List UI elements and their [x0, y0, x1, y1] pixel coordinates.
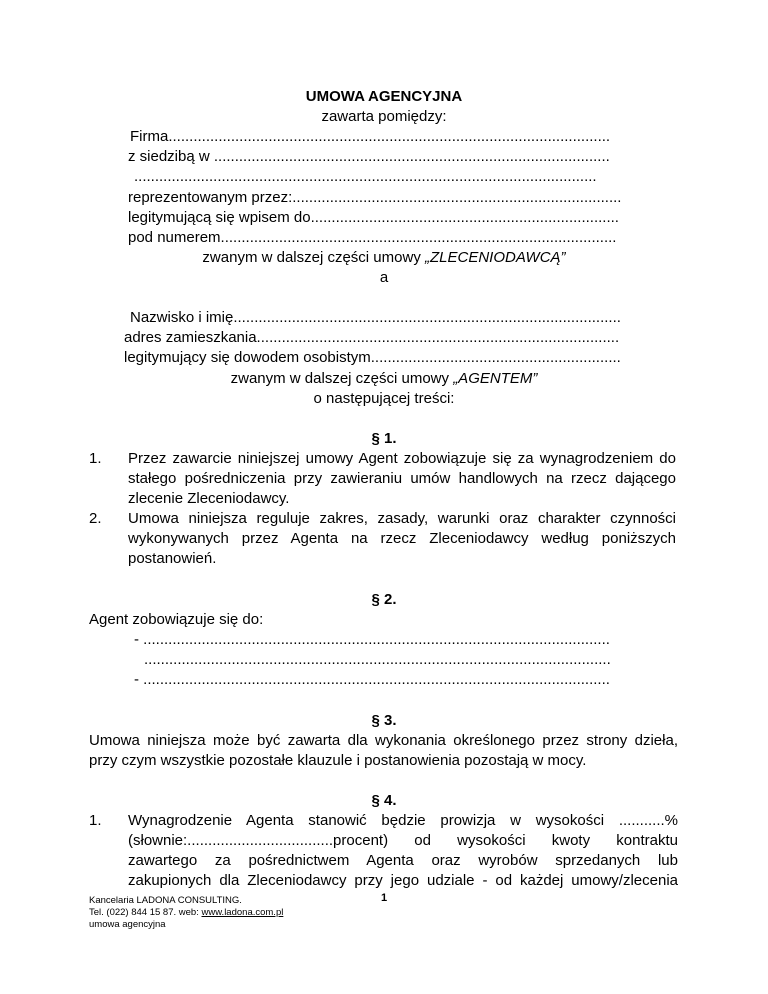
- s3-heading: § 3.: [371, 712, 397, 729]
- party2-zwanym-prefix: zwanym w dalszej części umowy: [230, 370, 454, 387]
- s2-item-2: - ................................................................................................................: [134, 671, 610, 688]
- party1-reprezentowany: reprezentowanym przez:...............................................................................: [128, 189, 622, 206]
- party1-siedziba: z siedzibą w ...............................................................................................: [128, 148, 610, 165]
- s1-p1-line: zlecenie Zleceniodawcy.: [128, 490, 290, 507]
- s1-p2-line: Umowa niniejsza reguluje zakres, zasady, warunki oraz charakter czynności: [128, 510, 676, 527]
- party1-dots: ...............................................................................................................: [134, 168, 597, 185]
- s1-p1-number: 1.: [89, 450, 102, 467]
- s2-item-1-cont: ................................................................................................................: [144, 651, 611, 668]
- s4-p1-line: Wynagrodzenie Agenta stanowić będzie prowizja w wysokości ...........%: [128, 812, 678, 829]
- document-subtitle: zawarta pomiędzy:: [321, 108, 447, 125]
- s3-line: przy czym wszystkie pozostałe klauzule i postanowienia pozostają w mocy.: [89, 752, 587, 769]
- s1-p1-line: Przez zawarcie niniejszej umowy Agent zobowiązuje się za wynagrodzeniem do: [128, 450, 676, 467]
- page-number: 1: [380, 892, 388, 904]
- s4-p1-line: (słownie:...................................procent) od wysokości kwoty kontraktu: [128, 832, 678, 849]
- footer-contact: [89, 907, 283, 919]
- s1-p2-line: wykonywanych przez Agenta na rzecz Zleceniodawcy według poniższych: [128, 530, 676, 547]
- s2-heading: § 2.: [371, 591, 397, 608]
- party2-zwanym-name: „AGENTEM”: [453, 370, 538, 387]
- party2-adres: adres zamieszkania.......................................................................................: [124, 329, 620, 346]
- s2-intro: Agent zobowiązuje się do:: [89, 611, 264, 628]
- conjunction-a: a: [379, 269, 389, 286]
- s4-p1-line: zawartego za pośrednictwem Agenta oraz wyrobów sprzedanych lub: [128, 852, 678, 869]
- party1-firma: Firma..........................................................................................................: [130, 128, 611, 145]
- party1-numer: pod numerem...............................................................................................: [128, 229, 617, 246]
- s1-heading: § 1.: [371, 430, 397, 447]
- party1-zwanym: [0, 248, 768, 268]
- party2-tresc: o następującej treści:: [313, 390, 455, 407]
- footer-doc-name: umowa agencyjna: [89, 919, 166, 930]
- footer-website-link[interactable]: www.ladona.com.pl: [201, 907, 284, 918]
- s3-line: Umowa niniejsza może być zawarta dla wykonania określonego przez strony dzieła,: [89, 732, 678, 749]
- party2-nazwisko: Nazwisko i imię.............................................................................................: [130, 309, 621, 326]
- party1-zwanym-prefix: zwanym w dalszej części umowy: [202, 249, 425, 266]
- document-title: UMOWA AGENCYJNA: [305, 88, 463, 105]
- footer-company: Kancelaria LADONA CONSULTING.: [89, 895, 242, 906]
- s4-p1-number: 1.: [89, 812, 102, 829]
- footer-phone: Tel. (022) 844 15 87. web:: [89, 907, 202, 918]
- s1-p1-line: stałego pośredniczenia przy zawieraniu umów handlowych na rzecz dającego: [128, 470, 676, 487]
- party1-zwanym-name: „ZLECENIODAWCĄ”: [424, 249, 566, 266]
- party2-dowod: legitymujący się dowodem osobistym............................................................: [124, 349, 621, 366]
- s1-p2-number: 2.: [89, 510, 102, 527]
- s4-heading: § 4.: [371, 792, 397, 809]
- party1-legitymujaca: legitymującą się wpisem do..........................................................................: [128, 209, 619, 226]
- s4-p1-line: zakupionych dla Zleceniodawcy przy jego udziale - od każdej umowy/zlecenia: [128, 872, 678, 889]
- s1-p2-line: postanowień.: [128, 550, 217, 567]
- s2-item-1: - ................................................................................................................: [134, 631, 610, 648]
- party2-zwanym: [0, 369, 768, 389]
